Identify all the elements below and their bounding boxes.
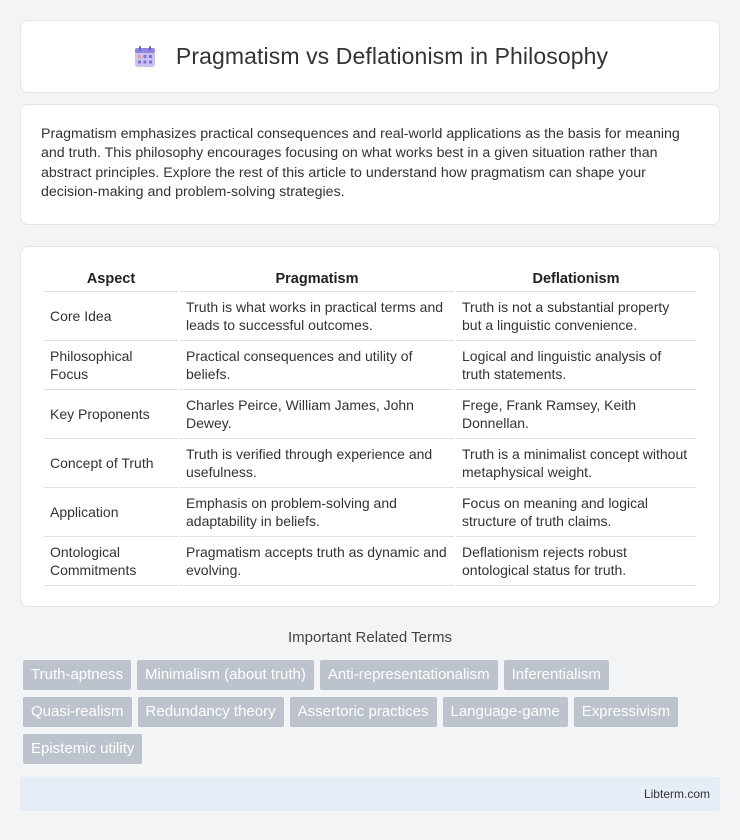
footer: [20, 777, 720, 811]
table-cell-aspect: Key Proponents: [44, 390, 178, 439]
table-cell-pragmatism: Emphasis on problem-solving and adaptability in beliefs.: [180, 488, 454, 537]
related-term-tag[interactable]: Minimalism (about truth): [137, 660, 314, 690]
table-cell-pragmatism: Charles Peirce, William James, John Dewey.: [180, 390, 454, 439]
table-row: [44, 341, 696, 390]
intro-card: [20, 104, 720, 225]
related-terms-title: Important Related Terms: [288, 628, 452, 646]
table-row: [44, 488, 696, 537]
table-row: [44, 439, 696, 488]
related-term-tag[interactable]: Quasi-realism: [23, 697, 132, 727]
table-cell-deflationism: Logical and linguistic analysis of truth statements.: [456, 341, 696, 390]
table-cell-pragmatism: Truth is verified through experience and usefulness.: [180, 439, 454, 488]
table-cell-pragmatism: Truth is what works in practical terms and leads to successful outcomes.: [180, 292, 454, 341]
table-cell-pragmatism: Pragmatism accepts truth as dynamic and evolving.: [180, 537, 454, 586]
table-cell-deflationism: Truth is not a substantial property but a linguistic convenience.: [456, 292, 696, 341]
footer-site-link[interactable]: Libterm.com: [643, 786, 710, 801]
related-term-tag[interactable]: Inferentialism: [504, 660, 609, 690]
table-cell-deflationism: Deflationism rejects robust ontological status for truth.: [456, 537, 696, 586]
table-cell-deflationism: Frege, Frank Ramsey, Keith Donnellan.: [456, 390, 696, 439]
related-term-tag[interactable]: Anti-representationalism: [320, 660, 498, 690]
header-deflationism: Deflationism: [456, 265, 696, 292]
table-row: [44, 292, 696, 341]
table-cell-aspect: Philosophical Focus: [44, 341, 178, 390]
related-term-tag[interactable]: Expressivism: [574, 697, 678, 727]
table-cell-aspect: Concept of Truth: [44, 439, 178, 488]
related-term-tag[interactable]: Language-game: [443, 697, 568, 727]
comparison-table: [42, 265, 698, 586]
table-cell-aspect: Application: [44, 488, 178, 537]
related-term-tag[interactable]: Assertoric practices: [290, 697, 437, 727]
table-cell-deflationism: Focus on meaning and logical structure of truth claims.: [456, 488, 696, 537]
table-row: [44, 537, 696, 586]
related-terms-list: [20, 660, 720, 764]
comparison-table-card: [20, 246, 720, 607]
intro-text: Pragmatism emphasizes practical consequences and real-world applications as the basis for meaning and truth. This philosophy encourages focusing on what works best in a given situation rather than abstract principles. Explore the rest of this article to understand how pragmatism can shape your decision-making and problem-solving strategies.: [41, 126, 680, 201]
related-term-tag[interactable]: Epistemic utility: [23, 734, 142, 764]
table-cell-pragmatism: Practical consequences and utility of beliefs.: [180, 341, 454, 390]
related-term-tag[interactable]: Truth-aptness: [23, 660, 131, 690]
related-term-tag[interactable]: Redundancy theory: [138, 697, 284, 727]
header-aspect: Aspect: [44, 265, 178, 292]
table-cell-deflationism: Truth is a minimalist concept without metaphysical weight.: [456, 439, 696, 488]
table-row: [44, 390, 696, 439]
title-card: [20, 20, 720, 93]
table-header-row: [44, 265, 696, 292]
calendar-grid-icon: [132, 44, 158, 70]
header-pragmatism: Pragmatism: [180, 265, 454, 292]
table-cell-aspect: Core Idea: [44, 292, 178, 341]
table-cell-aspect: Ontological Commitments: [44, 537, 178, 586]
page-title: Pragmatism vs Deflationism in Philosophy: [175, 43, 609, 69]
